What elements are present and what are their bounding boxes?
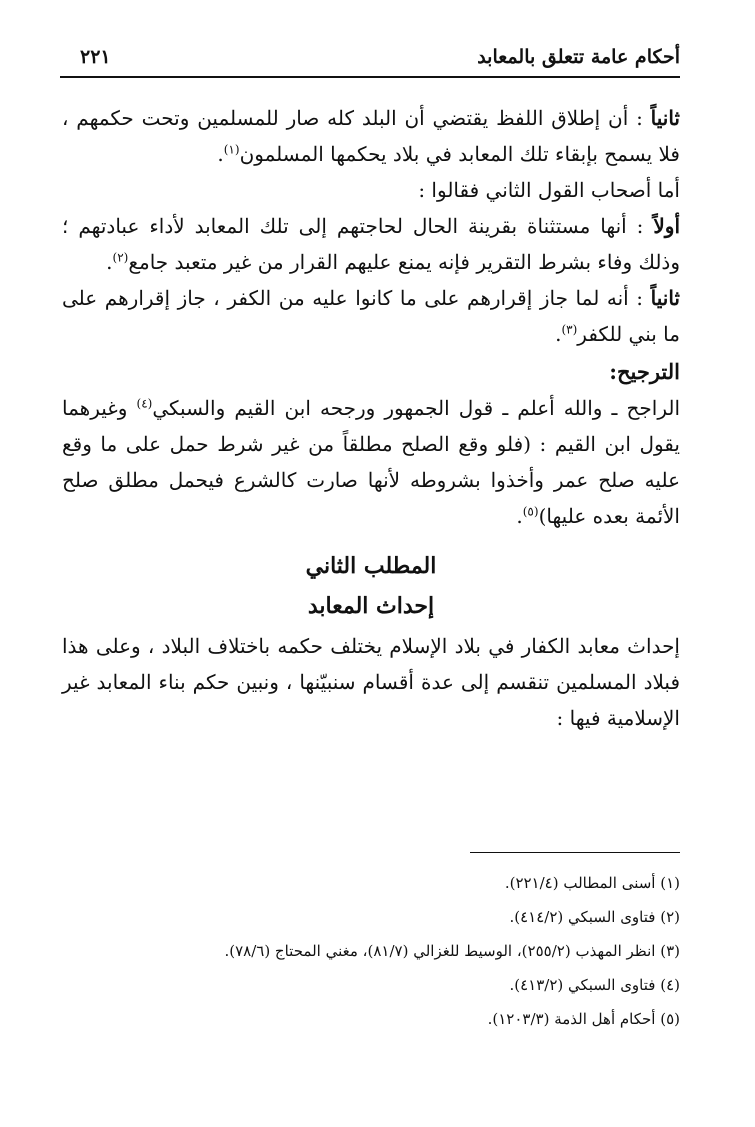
section-subtitle: إحداث المعابد — [307, 593, 435, 619]
paragraph-end: . — [217, 142, 224, 166]
footnote-ref: (٥) — [522, 504, 539, 519]
tarjih-heading: الترجيح: — [609, 359, 680, 384]
running-title: أحكام عامة تتعلق بالمعابد — [477, 46, 680, 68]
paragraph-text: : أن إطلاق اللفظ يقتضي أن البلد كله صار للمسلمين وتحت حكمهم ، فلا يسمح بإبقاء تلك المعابد في بلاد يحكمها المسلمون — [62, 106, 680, 166]
paragraph-ihdath — [62, 628, 680, 736]
paragraph-end: . — [555, 322, 562, 346]
paragraph-text: الراجح ـ والله أعلم ـ قول الجمهور ورجحه ابن القيم والسبكي — [152, 396, 681, 420]
paragraph-text: أما أصحاب القول الثاني فقالوا : — [418, 178, 680, 202]
paragraph-second-opinion — [62, 172, 680, 208]
paragraph-end: . — [106, 250, 113, 274]
paragraph-secondly-1 — [62, 100, 680, 172]
footnote-ref: (١) — [223, 142, 240, 157]
paragraph-text: وغيرهما يقول ابن القيم : (فلو وقع الصلح مطلقاً من غير شرط حمل على ما وقع عليه صلح عمر وأخذوا بشروطه لأنها صارت كالشرع فيحمل مطلق صلح الأئمة بعده عليها) — [62, 396, 680, 528]
footnote-item: (٤) فتاوى السبكي (٤١٣/٢). — [509, 976, 680, 994]
footnote-divider — [470, 852, 680, 853]
paragraph-text: : أنه لما جاز إقرارهم على ما كانوا عليه من الكفر ، جاز إقرارهم على ما بني للكفر — [62, 286, 680, 346]
footnote-item: (٢) فتاوى السبكي (٤١٤/٢). — [509, 908, 680, 926]
footnote-item: (٥) أحكام أهل الذمة (١٢٠٣/٣). — [487, 1010, 680, 1028]
page-number: ٢٢١ — [80, 46, 111, 68]
section-title: المطلب الثاني — [305, 553, 437, 579]
footnote-item: (١) أسنى المطالب (٢٢١/٤). — [504, 874, 680, 892]
paragraph-tarjih — [62, 390, 680, 534]
paragraph-text: إحداث معابد الكفار في بلاد الإسلام يختلف حكمه باختلاف البلاد ، وعلى هذا فبلاد المسلمين تنقسم إلى عدة أقسام سنبيّنها ، ونبين حكم بناء المعابد غير الإسلامية فيها : — [62, 634, 680, 730]
paragraph-text: : أنها مستثناة بقرينة الحال لحاجتهم إلى تلك المعابد لأداء عبادتهم ؛ وذلك وفاء بشرط التقرير فإنه يمنع عليهم القرار من غير متعبد جامع — [62, 214, 680, 274]
paragraph-firstly — [62, 208, 680, 280]
paragraph-secondly-2 — [62, 280, 680, 352]
footnote-ref: (٢) — [112, 250, 129, 265]
running-header — [60, 44, 680, 78]
main-text — [62, 100, 680, 736]
footnote-ref: (٤) — [136, 396, 153, 411]
footnote-ref: (٣) — [561, 322, 578, 337]
footnote-item: (٣) انظر المهذب (٢٥٥/٢)، الوسيط للغزالي (٨١/٧)، مغني المحتاج (٧٨/٦). — [224, 942, 680, 960]
footnotes — [80, 866, 680, 1036]
paragraph-end: . — [516, 504, 523, 528]
paragraph-lead: ثانياً — [650, 106, 680, 130]
paragraph-lead: أولاً — [653, 214, 681, 238]
paragraph-lead: ثانياً — [650, 286, 680, 310]
